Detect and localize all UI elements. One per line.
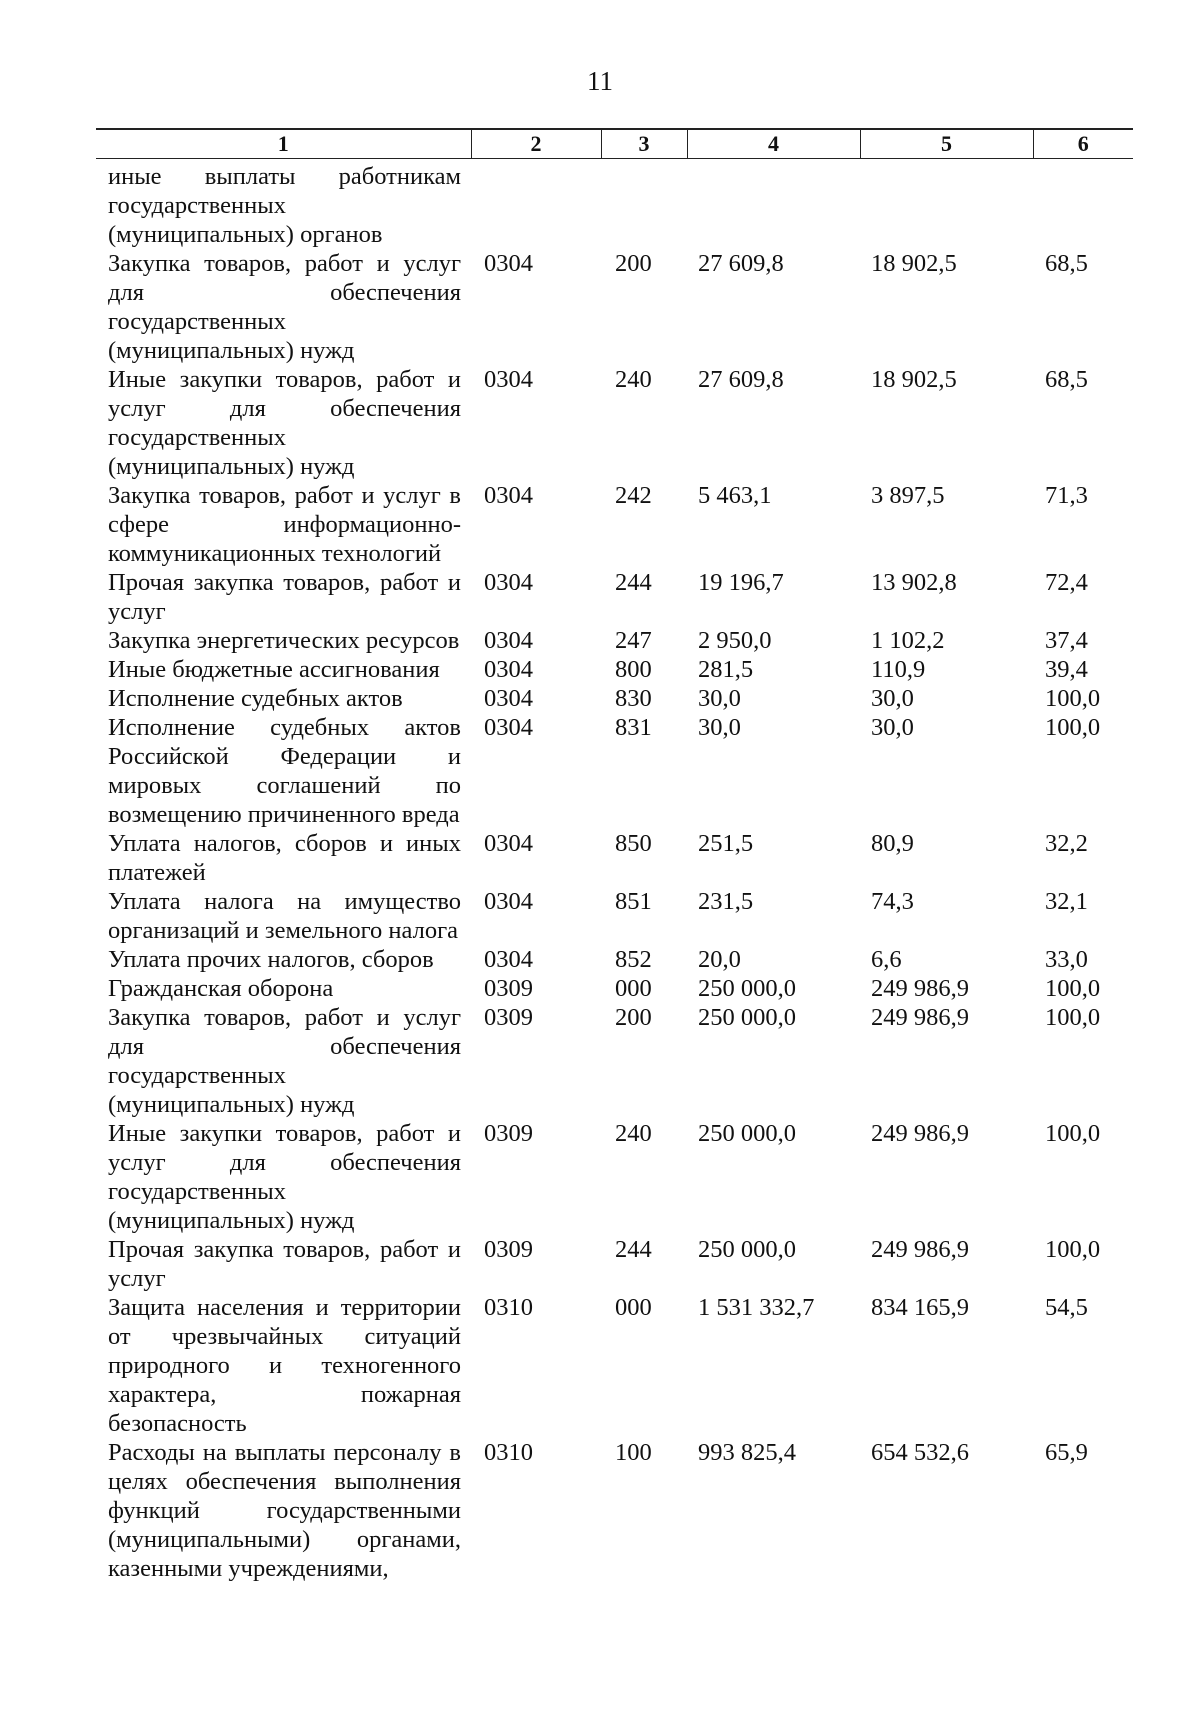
expense-type-cell: 240 [615, 1120, 652, 1147]
column-header-6: 6 [1033, 129, 1133, 159]
expense-type-cell: 831 [615, 714, 652, 741]
executed-amount-cell: 18 902,5 [871, 250, 957, 277]
item-name-cell: Гражданская оборона [108, 975, 334, 1002]
planned-amount-cell: 1 531 332,7 [698, 1294, 815, 1321]
expense-type-cell: 852 [615, 946, 652, 973]
planned-amount-cell: 250 000,0 [698, 1004, 796, 1031]
table-row [96, 249, 1133, 365]
section-code-cell: 0304 [484, 888, 533, 915]
execution-percent-cell: 100,0 [1045, 1004, 1101, 1031]
item-name-cell: Исполнение судебных актов [108, 685, 403, 712]
planned-amount-cell: 250 000,0 [698, 975, 796, 1002]
planned-amount-cell: 30,0 [698, 685, 741, 712]
item-name-cell: Закупка товаров, работ и услуг для обеспечения государственных (муниципальных) нужд [108, 1004, 461, 1118]
executed-amount-cell: 249 986,9 [871, 1120, 969, 1147]
item-name-cell: Расходы на выплаты персоналу в целях обеспечения выполнения функций государственными (муниципальными) органами, казенными учреждениями, [108, 1439, 461, 1582]
section-code-cell: 0310 [484, 1294, 533, 1321]
execution-percent-cell: 65,9 [1045, 1439, 1088, 1466]
table-header-row [96, 129, 1133, 159]
expense-type-cell: 200 [615, 1004, 652, 1031]
table-row [96, 655, 1133, 684]
executed-amount-cell: 249 986,9 [871, 975, 969, 1002]
section-code-cell: 0304 [484, 250, 533, 277]
expense-type-cell: 000 [615, 975, 652, 1002]
table-row [96, 568, 1133, 626]
section-code-cell: 0304 [484, 482, 533, 509]
section-code-cell: 0304 [484, 366, 533, 393]
table-row [96, 1003, 1133, 1119]
expense-type-cell: 800 [615, 656, 652, 683]
planned-amount-cell: 20,0 [698, 946, 741, 973]
section-code-cell: 0304 [484, 656, 533, 683]
execution-percent-cell: 71,3 [1045, 482, 1088, 509]
executed-amount-cell [860, 159, 1033, 250]
executed-amount-cell: 1 102,2 [871, 627, 945, 654]
executed-amount-cell: 74,3 [871, 888, 914, 915]
expense-type-cell: 850 [615, 830, 652, 857]
execution-percent-cell: 68,5 [1045, 250, 1088, 277]
column-header-4: 4 [687, 129, 860, 159]
executed-amount-cell: 6,6 [871, 946, 902, 973]
expense-type-cell: 200 [615, 250, 652, 277]
table-row [96, 684, 1133, 713]
item-name-cell: Иные закупки товаров, работ и услуг для обеспечения государственных (муниципальных) нужд [108, 1120, 461, 1234]
table-row [96, 1119, 1133, 1235]
item-name-cell: иные выплаты работникам государственных (муниципальных) органов [108, 163, 461, 248]
expense-type-cell: 851 [615, 888, 652, 915]
section-code-cell: 0304 [484, 627, 533, 654]
item-name-cell: Защита населения и территории от чрезвычайных ситуаций природного и техногенного характера, пожарная безопасность [108, 1294, 461, 1437]
executed-amount-cell: 249 986,9 [871, 1236, 969, 1263]
executed-amount-cell: 3 897,5 [871, 482, 945, 509]
item-name-cell: Уплата налогов, сборов и иных платежей [108, 830, 461, 886]
table-row [96, 1235, 1133, 1293]
table-row [96, 887, 1133, 945]
section-code-cell: 0309 [484, 1120, 533, 1147]
executed-amount-cell: 30,0 [871, 685, 914, 712]
execution-percent-cell: 37,4 [1045, 627, 1088, 654]
item-name-cell: Исполнение судебных актов Российской Федерации и мировых соглашений по возмещению причиненного вреда [108, 714, 461, 828]
executed-amount-cell: 80,9 [871, 830, 914, 857]
table-body [96, 159, 1133, 1584]
planned-amount-cell: 19 196,7 [698, 569, 784, 596]
expense-type-cell [601, 159, 687, 250]
execution-percent-cell: 32,2 [1045, 830, 1088, 857]
execution-percent-cell: 39,4 [1045, 656, 1088, 683]
table-row [96, 159, 1133, 250]
executed-amount-cell: 654 532,6 [871, 1439, 969, 1466]
planned-amount-cell: 250 000,0 [698, 1120, 796, 1147]
execution-percent-cell: 100,0 [1045, 1120, 1101, 1147]
column-header-1: 1 [96, 129, 471, 159]
section-code-cell: 0309 [484, 1236, 533, 1263]
budget-table [96, 128, 1133, 1583]
planned-amount-cell: 251,5 [698, 830, 754, 857]
table-row [96, 974, 1133, 1003]
item-name-cell: Уплата налога на имущество организаций и земельного налога [108, 888, 461, 944]
section-code-cell [471, 159, 601, 250]
item-name-cell: Закупка энергетических ресурсов [108, 627, 460, 654]
execution-percent-cell: 54,5 [1045, 1294, 1088, 1321]
column-header-3: 3 [601, 129, 687, 159]
table-row [96, 713, 1133, 829]
execution-percent-cell: 100,0 [1045, 685, 1101, 712]
table-row [96, 1293, 1133, 1438]
expense-type-cell: 240 [615, 366, 652, 393]
section-code-cell: 0304 [484, 569, 533, 596]
column-header-2: 2 [471, 129, 601, 159]
planned-amount-cell: 231,5 [698, 888, 754, 915]
planned-amount-cell: 27 609,8 [698, 366, 784, 393]
table-row [96, 829, 1133, 887]
expense-type-cell: 244 [615, 1236, 652, 1263]
item-name-cell: Иные бюджетные ассигнования [108, 656, 440, 683]
column-header-5: 5 [860, 129, 1033, 159]
executed-amount-cell: 18 902,5 [871, 366, 957, 393]
planned-amount-cell: 5 463,1 [698, 482, 772, 509]
item-name-cell: Иные закупки товаров, работ и услуг для обеспечения государственных (муниципальных) нужд [108, 366, 461, 480]
executed-amount-cell: 110,9 [871, 656, 926, 683]
expense-type-cell: 244 [615, 569, 652, 596]
execution-percent-cell: 100,0 [1045, 975, 1101, 1002]
section-code-cell: 0304 [484, 685, 533, 712]
section-code-cell: 0304 [484, 714, 533, 741]
execution-percent-cell: 100,0 [1045, 1236, 1101, 1263]
item-name-cell: Прочая закупка товаров, работ и услуг [108, 569, 461, 625]
item-name-cell: Закупка товаров, работ и услуг для обеспечения государственных (муниципальных) нужд [108, 250, 461, 364]
table-row [96, 945, 1133, 974]
table-row [96, 365, 1133, 481]
table-row [96, 626, 1133, 655]
planned-amount-cell [687, 159, 860, 250]
execution-percent-cell: 100,0 [1045, 714, 1101, 741]
planned-amount-cell: 250 000,0 [698, 1236, 796, 1263]
expense-type-cell: 100 [615, 1439, 652, 1466]
table-row [96, 481, 1133, 568]
expense-type-cell: 830 [615, 685, 652, 712]
execution-percent-cell: 72,4 [1045, 569, 1088, 596]
expense-type-cell: 242 [615, 482, 652, 509]
planned-amount-cell: 281,5 [698, 656, 754, 683]
executed-amount-cell: 13 902,8 [871, 569, 957, 596]
execution-percent-cell: 32,1 [1045, 888, 1088, 915]
planned-amount-cell: 2 950,0 [698, 627, 772, 654]
item-name-cell: Уплата прочих налогов, сборов [108, 946, 434, 973]
expense-type-cell: 000 [615, 1294, 652, 1321]
section-code-cell: 0310 [484, 1439, 533, 1466]
executed-amount-cell: 834 165,9 [871, 1294, 969, 1321]
expense-type-cell: 247 [615, 627, 652, 654]
execution-percent-cell [1033, 159, 1133, 250]
page-number: 11 [587, 66, 613, 96]
section-code-cell: 0304 [484, 830, 533, 857]
item-name-cell: Прочая закупка товаров, работ и услуг [108, 1236, 461, 1292]
execution-percent-cell: 33,0 [1045, 946, 1088, 973]
item-name-cell: Закупка товаров, работ и услуг в сфере информационно-коммуникационных технологий [108, 482, 461, 567]
table-row [96, 1438, 1133, 1583]
executed-amount-cell: 30,0 [871, 714, 914, 741]
section-code-cell: 0309 [484, 1004, 533, 1031]
executed-amount-cell: 249 986,9 [871, 1004, 969, 1031]
planned-amount-cell: 27 609,8 [698, 250, 784, 277]
section-code-cell: 0309 [484, 975, 533, 1002]
section-code-cell: 0304 [484, 946, 533, 973]
execution-percent-cell: 68,5 [1045, 366, 1088, 393]
planned-amount-cell: 30,0 [698, 714, 741, 741]
planned-amount-cell: 993 825,4 [698, 1439, 796, 1466]
